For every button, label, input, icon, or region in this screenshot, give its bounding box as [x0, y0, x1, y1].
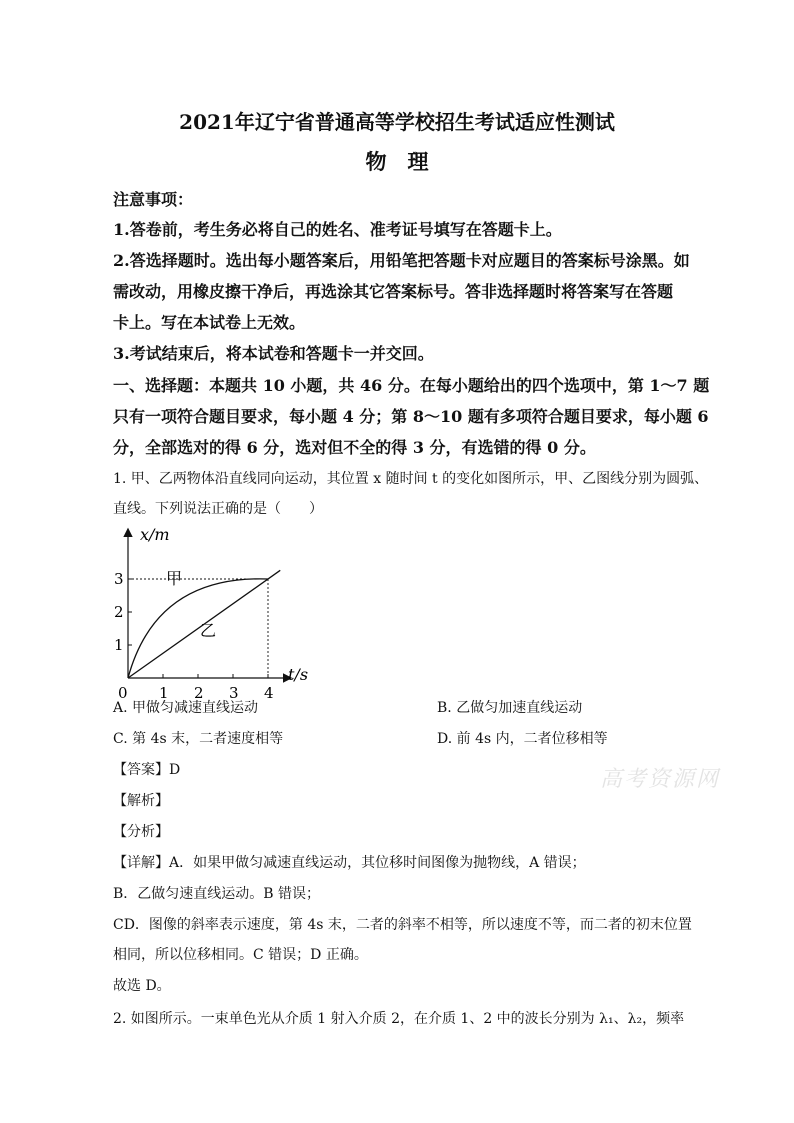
q1-graph [108, 518, 318, 702]
section1-line1: 一、选择题：本题共 10 小题，共 46 分。在每小题给出的四个选项中，第 1～7 题 [113, 376, 710, 395]
q1-analysis-label: 【解析】 [113, 793, 169, 809]
series-label-yi: 乙 [200, 621, 217, 640]
section1-line3: 分，全部选对的得 6 分，选对但不全的得 3 分，有选错的得 0 分。 [113, 438, 596, 457]
q1-stem-line2: 直线。下列说法正确的是（ ） [113, 501, 323, 517]
q1-answer: 【答案】D [113, 762, 181, 778]
y-axis-label: x/m [140, 525, 170, 544]
x-tick-label: 1 [159, 684, 169, 702]
q1-detail-line4: 相同，所以位移相同。C 错误；D 正确。 [113, 947, 368, 963]
q1-detail-line3: CD．图像的斜率表示速度，第 4s 末，二者的斜率不相等，所以速度不等，而二者的初末位置 [113, 917, 692, 933]
q1-option-c: C. 第 4s 末，二者速度相等 [113, 731, 284, 747]
q1-fenxi-label: 【分析】 [113, 824, 169, 840]
q1-option-b: B. 乙做匀加速直线运动 [437, 700, 583, 716]
x-tick-label: 3 [229, 684, 239, 702]
notice-heading: 注意事项： [113, 190, 194, 209]
x-tick-label: 2 [194, 684, 204, 702]
notice-item-2-line1: 2.答选择题时。选出每小题答案后，用铅笔把答题卡对应题目的答案标号涂黑。如 [113, 251, 690, 270]
notice-item-3: 3.考试结束后，将本试卷和答题卡一并交回。 [113, 344, 434, 363]
subject-title: 物 理 [365, 149, 429, 174]
q1-conclusion: 故选 D。 [113, 978, 171, 994]
q1-stem-line1: 1. 甲、乙两物体沿直线同向运动，其位置 x 随时间 t 的变化如图所示，甲、乙图线分别为圆弧、 [113, 471, 709, 487]
q1-detail-line2: B．乙做匀速直线运动。B 错误； [113, 886, 321, 902]
x-axis-label: t/s [288, 665, 309, 684]
notice-item-2-line3: 卡上。写在本试卷上无效。 [113, 313, 306, 332]
y-tick-label: 3 [114, 570, 124, 588]
page-title: 2021年辽宁省普通高等学校招生考试适应性测试 [179, 110, 615, 134]
q1-detail-line1: 【详解】A．如果甲做匀减速直线运动，其位移时间图像为抛物线，A 错误； [113, 855, 586, 871]
q2-stem-line1: 2. 如图所示。一束单色光从介质 1 射入介质 2，在介质 1、2 中的波长分别为 λ₁、λ₂，频率 [113, 1011, 685, 1027]
series-label-jia: 甲 [166, 569, 183, 588]
notice-item-2-line2: 需改动，用橡皮擦干净后，再选涂其它答案标号。答非选择题时将答案写在答题 [113, 282, 674, 301]
notice-item-1: 1.答卷前，考生务必将自己的姓名、准考证号填写在答题卡上。 [113, 220, 562, 239]
x-tick-label: 4 [264, 684, 274, 702]
watermark: 高考资源网 [600, 767, 721, 792]
y-tick-label: 1 [114, 636, 124, 654]
x-tick-label: 0 [118, 684, 128, 702]
section1-line2: 只有一项符合题目要求，每小题 4 分；第 8～10 题有多项符合题目要求，每小题 6 [113, 407, 709, 426]
y-tick-label: 2 [114, 603, 124, 621]
q1-option-a: A. 甲做匀减速直线运动 [113, 700, 259, 716]
q1-option-d: D. 前 4s 内，二者位移相等 [437, 731, 608, 747]
